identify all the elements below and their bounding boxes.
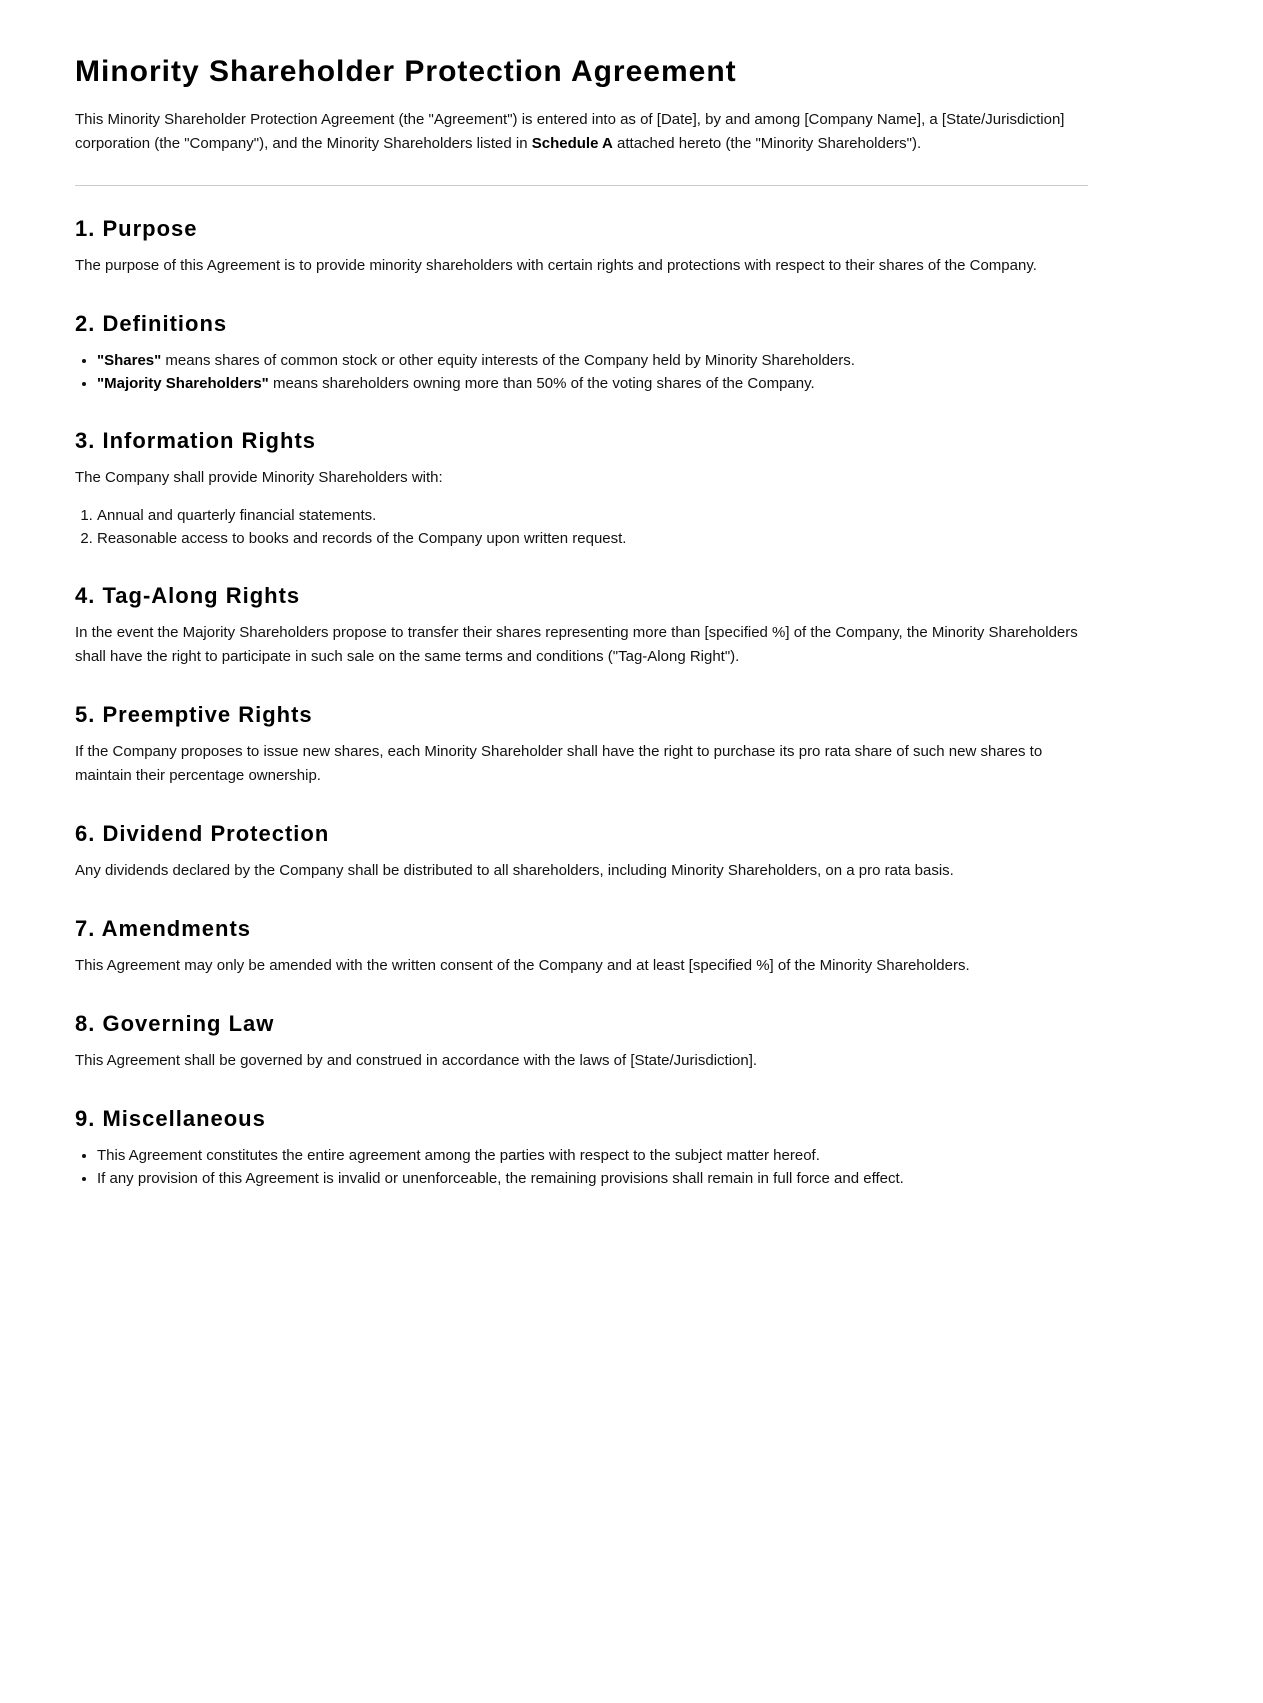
section-heading: 6. Dividend Protection <box>75 821 330 846</box>
section-text: If the Company proposes to issue new shares, each Minority Shareholder shall have the right to purchase its pro rata share of such new shares to maintain their percentage ownership. <box>75 743 1043 784</box>
section-text: This Agreement shall be governed by and construed in accordance with the laws of [State/Jurisdiction]. <box>75 1052 758 1069</box>
document-title: Minority Shareholder Protection Agreement <box>75 55 737 88</box>
list-item: • This Agreement constitutes the entire agreement among the parties with respect to the subject matter hereof. <box>97 1144 1088 1167</box>
divider <box>75 185 1088 186</box>
list-item: 2. Reasonable access to books and records of the Company upon written request. <box>97 527 1088 550</box>
definition: means shareholders owning more than 50% of the voting shares of the Company. <box>268 375 815 392</box>
section-heading: 8. Governing Law <box>75 1011 275 1036</box>
rights-list <box>75 504 1088 550</box>
term: "Majority Shareholders" <box>97 375 269 392</box>
section-dividend <box>75 819 1088 883</box>
section-preemptive <box>75 700 1088 788</box>
section-heading: 2. Definitions <box>75 311 228 336</box>
list-item <box>97 372 1088 395</box>
section-miscellaneous <box>75 1104 1088 1190</box>
misc-list <box>75 1144 1088 1190</box>
section-text: The Company shall provide Minority Shareholders with: <box>75 469 443 486</box>
section-text: This Agreement may only be amended with the written consent of the Company and at least [specified %] of the Minority Shareholders. <box>75 957 970 974</box>
schedule-a: Schedule A <box>531 135 613 152</box>
section-heading: 1. Purpose <box>75 216 198 241</box>
list-item: 1. Annual and quarterly financial statements. <box>97 504 1088 527</box>
section-heading: 4. Tag-Along Rights <box>75 583 301 608</box>
section-purpose <box>75 214 1088 278</box>
section-heading: 5. Preemptive Rights <box>75 702 313 727</box>
section-heading: 3. Information Rights <box>75 428 316 453</box>
definitions-list <box>75 349 1088 395</box>
section-text: In the event the Majority Shareholders propose to transfer their shares representing more than [specified %] of the Company, the Minority Shareholders shall have the right to participate in such sale on the same terms and conditions ("Tag-Along Right"). <box>75 624 1078 665</box>
list-item <box>97 349 1088 372</box>
intro-text-end: attached hereto (the "Minority Shareholders"). <box>612 135 922 152</box>
section-heading: 7. Amendments <box>75 916 252 941</box>
definition: means shares of common stock or other equity interests of the Company held by Minority Shareholders. <box>161 352 855 369</box>
term: "Shares" <box>97 352 162 369</box>
section-heading: 9. Miscellaneous <box>75 1106 266 1131</box>
intro-text: This Minority Shareholder Protection Agreement (the "Agreement") is entered into as of [Date], by and among [Company Name], a [State/Jurisdiction] corporation (the "Company"), and the Minority Shareholders listed in <box>75 111 1065 152</box>
section-information-rights <box>75 426 1088 550</box>
intro-paragraph <box>75 108 1088 156</box>
list-item: • If any provision of this Agreement is invalid or unenforceable, the remaining provisions shall remain in full force and effect. <box>97 1167 1088 1190</box>
section-governing-law <box>75 1009 1088 1073</box>
section-amendments <box>75 914 1088 978</box>
section-definitions <box>75 309 1088 395</box>
section-text: Any dividends declared by the Company shall be distributed to all shareholders, including Minority Shareholders, on a pro rata basis. <box>75 862 954 879</box>
section-text: The purpose of this Agreement is to provide minority shareholders with certain rights and protections with respect to their shares of the Company. <box>75 257 1037 274</box>
section-tag-along <box>75 581 1088 669</box>
